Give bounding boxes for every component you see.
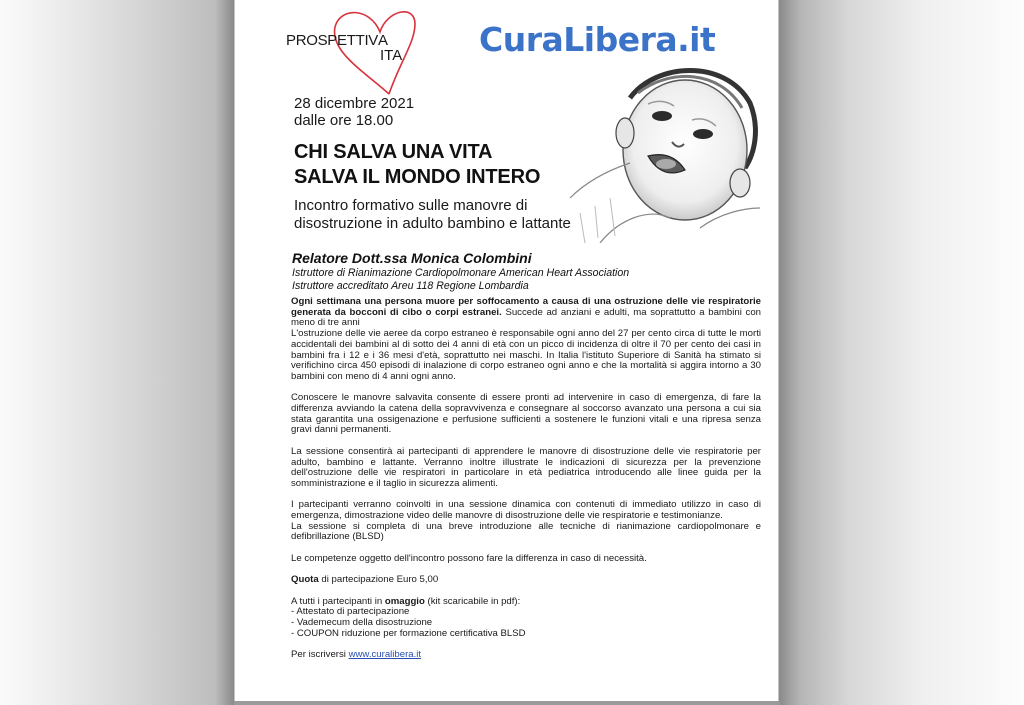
- gift-item: - Attestato di partecipazione: [291, 606, 410, 618]
- gift-intro-text-b: (kit scaricabile in pdf):: [424, 595, 521, 607]
- speaker-role-2: Istruttore accreditato Areu 118 Regione Lombardia: [292, 280, 529, 292]
- fee-info: [291, 575, 761, 586]
- intro-rest-text: Succede ad anziani e adulti, ma soprattutto a bambini con meno di tre anni: [291, 306, 761, 329]
- gift-intro-text-a: A tutti i partecipanti in: [291, 595, 385, 607]
- subtitle-line-1: Incontro formativo sulle manovre di: [294, 197, 528, 214]
- paragraph-session: La sessione consentirà ai partecipanti di apprendere le manovre di disostruzione delle vie respiratorie per adulto, bambino e lattante. Verranno inoltre illustrate le indicazioni di sicurezza per la prevenzione dell'ostruzione delle vie respiratori in particolare in età pediatrica introducendo alle linee guida per la somministrazione e il taglio in sicurezza alimenti.: [291, 445, 761, 489]
- logo-word-ita: ITA: [380, 47, 403, 64]
- paragraph-blsd: La sessione si completa di una breve introduzione alle tecniche di rianimazione cardiopolmonare e defibrillazione (BLSD): [291, 520, 761, 543]
- signup-link[interactable]: www.curalibera.it: [348, 649, 422, 661]
- speaker-name: Relatore Dott.ssa Monica Colombini: [292, 250, 532, 266]
- event-datetime: [294, 95, 414, 129]
- event-date: 28 dicembre 2021: [294, 95, 415, 112]
- event-title: [294, 140, 540, 190]
- prospettiva-vita-logo: [285, 2, 420, 97]
- title-line-1: CHI SALVA UNA VITA: [294, 141, 493, 163]
- event-subtitle: [294, 197, 571, 233]
- event-time: dalle ore 18.00: [294, 112, 394, 129]
- speaker-info: [292, 249, 762, 293]
- gift-item: - Vademecum della disostruzione: [291, 617, 433, 628]
- baby-face-icon: [560, 58, 765, 243]
- paragraph-statistics: L'ostruzione delle vie aeree da corpo estraneo è responsabile ogni anno del 27 per cento circa di tutte le morti accidentali dei bambini al di sotto dei 4 anni di età con un picco di incidenza di oltre il 70 per cento dei casi in bambini fra i 12 e i 36 mesi d'età, soprattutto nei maschi. In Italia l'istituto Superiore di Sanità ha stimato si verifichino circa 450 episodi di inalazione di corpo estraneo ogni anno e che la mortalità si aggira intorno a 30 bambini con meno di 4 anni ogni anno.: [291, 328, 761, 382]
- curalibera-logo: CuraLibera.it: [479, 20, 716, 59]
- gift-list: [291, 607, 761, 639]
- paragraph-intro: [291, 297, 761, 329]
- flyer-body: [291, 297, 761, 661]
- speaker-role-1: Istruttore di Rianimazione Cardiopolmonare American Heart Association: [292, 267, 630, 279]
- paragraph-lifesaving: Conoscere le manovre salvavita consente di essere pronti ad intervenire in caso di emergenza, di fare la differenza avviando la catena della sopravvivenza e consegnare al soccorso avanzato una persona a cui sia stata garantita una ossigenazione e perfusione sufficienti a sostenere le funzioni vitali e una ripresa senza gravi danni permanenti.: [291, 392, 761, 436]
- gift-item: - COUPON riduzione per formazione certificativa BLSD: [291, 627, 526, 639]
- paragraph-competences: Le competenze oggetto dell'incontro possono fare la differenza in caso di necessità.: [291, 552, 647, 564]
- fee-label: Quota: [291, 574, 319, 586]
- flyer-page: [235, 0, 778, 701]
- title-line-2: SALVA IL MONDO INTERO: [294, 166, 541, 188]
- page-bottom-edge: [234, 701, 780, 705]
- signup-line: [291, 650, 761, 661]
- paragraph-participants: I partecipanti verranno coinvolti in una sessione dinamica con contenuti di immediato utilizzo in caso di emergenza, dimostrazione video delle manovre di disostruzione delle vie respiratorie e testimonianze.: [291, 499, 761, 522]
- fee-value: di partecipazione Euro 5,00: [318, 574, 439, 586]
- logo-word-prospettiv: PROSPETTIV: [286, 32, 379, 49]
- intro-bold-text: Ogni settimana una persona muore per soffocamento a causa di una ostruzione delle vie respiratorie generata da bocconi di cibo o corpi estranei.: [291, 296, 761, 318]
- gift-bold-text: omaggio: [384, 595, 425, 607]
- baby-illustration: [560, 58, 765, 243]
- logo-letter-a: A: [378, 32, 389, 49]
- signup-label: Per iscriversi: [291, 649, 346, 661]
- subtitle-line-2: disostruzione in adulto bambino e lattante: [294, 215, 571, 232]
